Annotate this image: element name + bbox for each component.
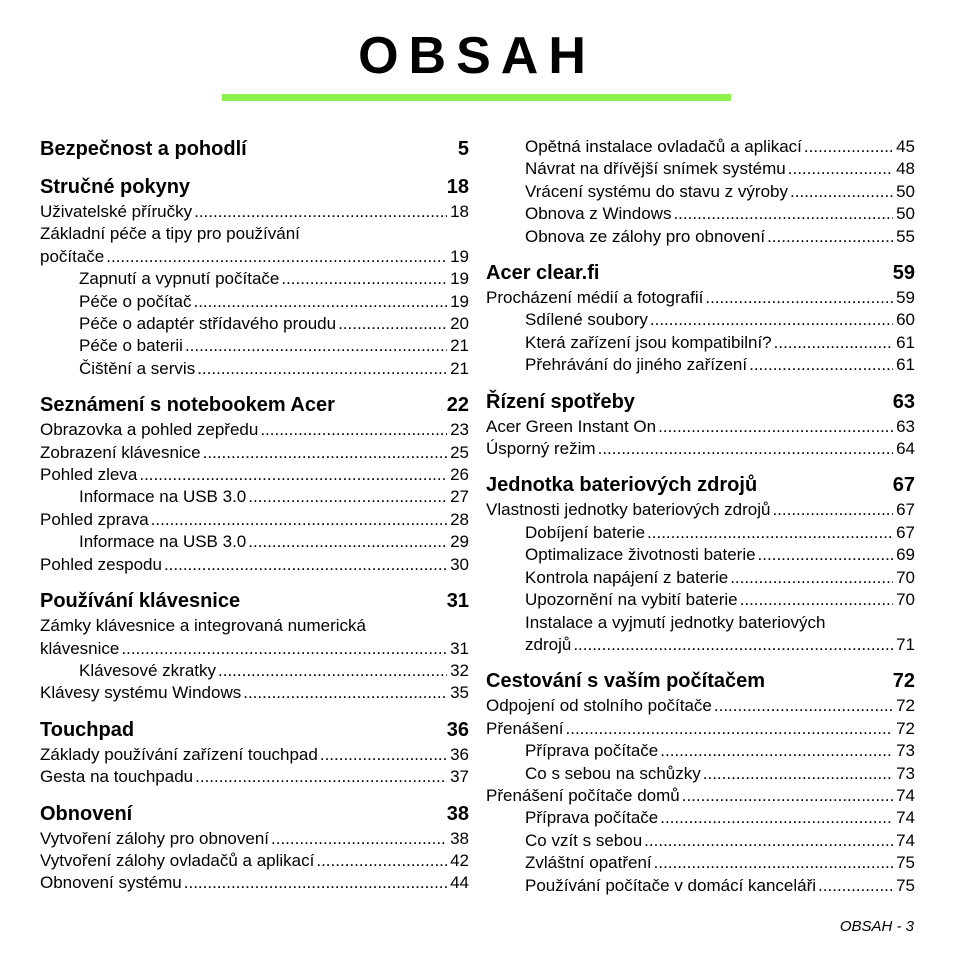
toc-entry-title: Uživatelské příručky (40, 202, 193, 221)
toc-entry-title: Obnovení (40, 802, 133, 825)
toc-subsection[interactable] (486, 332, 915, 354)
dot-leader (573, 634, 893, 656)
dot-leader (195, 766, 447, 788)
toc-page-number: 26 (450, 465, 469, 485)
dot-leader (139, 464, 447, 486)
toc-page-number: 28 (450, 509, 469, 529)
dot-leader (243, 682, 447, 704)
toc-page-number: 64 (896, 439, 915, 459)
dot-leader (818, 875, 893, 897)
toc-subsection[interactable] (486, 567, 915, 589)
toc-subsection[interactable] (486, 740, 915, 762)
toc-section[interactable] (486, 499, 915, 521)
toc-section[interactable] (40, 872, 469, 894)
toc-chapter[interactable] (40, 392, 469, 418)
toc-subsection[interactable] (486, 852, 915, 874)
toc-page-number: 74 (896, 830, 915, 850)
dot-leader (767, 226, 893, 248)
toc-page-number: 74 (896, 808, 915, 828)
toc-entry-title: Cestování s vaším počítačem (486, 670, 766, 693)
toc-subsection[interactable] (40, 486, 469, 508)
toc-page-number: 73 (896, 763, 915, 783)
dot-leader (106, 246, 447, 268)
toc-subsection[interactable] (486, 309, 915, 331)
toc-chapter[interactable] (40, 588, 469, 614)
toc-entry-title: Používání počítače v domácí kanceláři (525, 875, 817, 895)
dot-leader (730, 567, 893, 589)
dot-leader (705, 287, 893, 309)
toc-page-number: 45 (896, 137, 915, 156)
toc-page-number: 38 (450, 828, 469, 848)
toc-entry-title: Obnovení systému (40, 873, 182, 893)
toc-subsection[interactable] (486, 354, 915, 376)
toc-chapter[interactable] (486, 260, 915, 286)
toc-subsection[interactable] (40, 313, 469, 335)
dot-leader (218, 660, 447, 682)
toc-page-number: 50 (896, 204, 915, 224)
toc-section[interactable] (40, 419, 469, 441)
toc-entry-title: Řízení spotřeby (486, 390, 635, 413)
toc-entry-title-continued: klávesnice (40, 638, 120, 658)
toc-subsection[interactable] (486, 544, 915, 566)
toc-section[interactable] (40, 464, 469, 486)
toc-subsection[interactable] (40, 268, 469, 290)
toc-section[interactable] (40, 509, 469, 531)
toc-entry-title: Zámky klávesnice a integrovaná numerická (40, 616, 366, 636)
toc-page-number: 32 (450, 660, 469, 680)
toc-chapter[interactable] (486, 668, 915, 694)
toc-section[interactable] (486, 718, 915, 740)
toc-page-number: 63 (892, 390, 915, 413)
toc-page-number: 59 (896, 288, 915, 308)
toc-page-number: 29 (450, 532, 469, 552)
dot-leader (598, 438, 893, 460)
toc-section[interactable] (40, 442, 469, 464)
toc-entry-title: Jednotka bateriových zdrojů (486, 474, 758, 497)
toc-page-number: 36 (450, 744, 469, 764)
toc-right-column (486, 136, 915, 897)
toc-subsection[interactable] (40, 335, 469, 357)
toc-page-number: 19 (450, 269, 469, 289)
toc-entry-title: Používání klávesnice (40, 590, 241, 613)
toc-entry-title: Zvláštní opatření (525, 853, 652, 873)
toc-entry-title: Základní péče a tipy pro používání (40, 224, 300, 244)
toc-entry-title: Co s sebou na schůzky (525, 763, 701, 783)
toc-subsection[interactable] (486, 807, 915, 829)
dot-leader (673, 203, 893, 225)
toc-section[interactable] (40, 744, 469, 766)
toc-page-number: 18 (450, 202, 469, 221)
toc-section[interactable] (40, 766, 469, 788)
dot-leader (185, 335, 447, 357)
toc-page-number: 25 (450, 442, 469, 462)
toc-subsection[interactable] (40, 358, 469, 380)
dot-leader (566, 718, 894, 740)
toc-subsection[interactable] (486, 522, 915, 544)
toc-page-number: 31 (450, 638, 469, 658)
toc-section[interactable] (40, 201, 469, 223)
toc-page-number: 37 (450, 767, 469, 787)
dot-leader (682, 785, 893, 807)
toc-page-number: 72 (896, 696, 915, 716)
toc-subsection[interactable] (486, 181, 915, 203)
toc-section[interactable] (40, 850, 469, 872)
toc-entry-title: Instalace a vyjmutí jednotky bateriových (525, 612, 826, 632)
toc-entry-title: Sdílené soubory (525, 310, 648, 330)
dot-leader (714, 695, 893, 717)
toc-subsection[interactable] (486, 763, 915, 785)
toc-page-number: 21 (450, 336, 469, 356)
toc-section[interactable] (486, 287, 915, 309)
toc-entry-title: Která zařízení jsou kompatibilní? (525, 332, 772, 352)
toc-page-number: 70 (896, 567, 915, 587)
toc-page-number: 67 (896, 500, 915, 520)
toc-page-number: 48 (896, 159, 915, 179)
toc-page-number: 69 (896, 545, 915, 565)
toc-page-number: 75 (896, 853, 915, 873)
toc-entry-title: Upozornění na vybití baterie (525, 590, 738, 610)
toc-subsection[interactable] (486, 203, 915, 225)
toc-subsection[interactable] (486, 612, 915, 657)
toc-entry-title: Péče o baterii (79, 336, 183, 356)
toc-subsection[interactable] (40, 660, 469, 682)
dot-leader (772, 499, 893, 521)
dot-leader (650, 309, 893, 331)
dot-leader (260, 419, 447, 441)
toc-entry-title: Bezpečnost a pohodlí (40, 138, 247, 160)
toc-page-number: 67 (892, 474, 915, 497)
page-title: OBSAH (358, 27, 596, 85)
toc-entry-title: Acer Green Instant On (486, 416, 657, 436)
toc-page-number: 75 (896, 875, 915, 895)
toc-entry-title: Gesta na touchpadu (40, 767, 194, 787)
dot-leader (774, 332, 893, 354)
toc-chapter[interactable] (486, 389, 915, 415)
toc-entry-title: Odpojení od stolního počítače (486, 696, 712, 716)
toc-entry-title: Vlastnosti jednotky bateriových zdrojů (486, 500, 771, 520)
dot-leader (660, 740, 893, 762)
dot-leader (197, 358, 447, 380)
toc-page-number: 27 (450, 487, 469, 507)
toc-page-number: 19 (450, 291, 469, 311)
dot-leader (281, 268, 447, 290)
toc-subsection[interactable] (486, 830, 915, 852)
dot-leader (660, 807, 893, 829)
toc-entry-title: Procházení médií a fotografií (486, 288, 704, 308)
toc-chapter[interactable] (486, 472, 915, 498)
dot-leader (644, 830, 893, 852)
toc-section[interactable] (486, 438, 915, 460)
toc-page-number: 18 (446, 176, 469, 198)
toc-subsection[interactable] (40, 291, 469, 313)
toc-entry-title: Opětná instalace ovladačů a aplikací (525, 137, 802, 156)
toc-page-number: 31 (446, 590, 469, 613)
toc-page-number: 35 (450, 683, 469, 703)
toc-left-column (40, 136, 469, 895)
toc-page-number: 72 (896, 718, 915, 738)
toc-page-number: 60 (896, 310, 915, 330)
toc-entry-title: Obnova z Windows (525, 204, 672, 224)
toc-entry-title: Pohled zespodu (40, 554, 162, 574)
dot-leader (703, 763, 893, 785)
toc-entry-title: Pohled zleva (40, 465, 138, 485)
toc-chapter[interactable] (40, 136, 469, 162)
toc-page-number: 5 (457, 138, 469, 160)
toc-entry-title: Péče o počítač (79, 291, 192, 311)
toc-entry-title-continued: počítače (40, 246, 105, 266)
toc-entry-title: Návrat na dřívější snímek systému (525, 159, 786, 179)
toc-entry-title: Přehrávání do jiného zařízení (525, 355, 748, 375)
dot-leader (193, 291, 447, 313)
toc-section[interactable] (40, 682, 469, 704)
toc-entry-title: Touchpad (40, 718, 135, 741)
toc-entry-title: Péče o adaptér střídavého proudu (79, 314, 337, 334)
toc-entry-title: Dobíjení baterie (525, 522, 646, 542)
toc-entry-title: Přenášení počítače domů (486, 785, 680, 805)
toc-entry-title: Vrácení systému do stavu z výroby (525, 181, 788, 201)
toc-page-number: 21 (450, 358, 469, 378)
dot-leader (184, 872, 447, 894)
toc-section[interactable] (486, 785, 915, 807)
toc-page-number: 74 (896, 785, 915, 805)
dot-leader (338, 313, 447, 335)
toc-section[interactable] (486, 695, 915, 717)
dot-leader (654, 852, 893, 874)
toc-section[interactable] (40, 828, 469, 850)
dot-leader (151, 509, 447, 531)
toc-page-number: 70 (896, 590, 915, 610)
dot-leader (121, 638, 447, 660)
toc-subsection[interactable] (486, 158, 915, 180)
toc-chapter[interactable] (40, 174, 469, 200)
dot-leader (320, 744, 447, 766)
toc-entry-title: Příprava počítače (525, 741, 659, 761)
dot-leader (658, 416, 893, 438)
toc-entry-title: Obrazovka a pohled zepředu (40, 420, 259, 440)
toc-page-number: 67 (896, 522, 915, 542)
dot-leader (203, 442, 447, 464)
toc-entry-title: Vytvoření zálohy pro obnovení (40, 828, 270, 848)
toc-page-number: 30 (450, 554, 469, 574)
toc-page-number: 71 (896, 634, 915, 654)
toc-entry-title: Informace na USB 3.0 (79, 487, 247, 507)
toc-entry-title: Pohled zprava (40, 509, 149, 529)
toc-page-number: 44 (450, 873, 469, 893)
dot-leader (164, 554, 447, 576)
dot-leader (790, 181, 893, 203)
toc-entry-title: Kontrola napájení z baterie (525, 567, 729, 587)
dot-leader (740, 589, 893, 611)
toc-entry-title: Klávesy systému Windows (40, 683, 242, 703)
dot-leader (271, 828, 447, 850)
toc-entry-title: Přenášení (486, 718, 564, 738)
toc-page-number: 61 (896, 355, 915, 375)
toc-subsection[interactable] (40, 531, 469, 553)
toc-page-number: 50 (896, 181, 915, 201)
toc-page-number: 36 (446, 718, 469, 741)
toc-section[interactable] (40, 554, 469, 576)
toc-entry-title: Zobrazení klávesnice (40, 442, 201, 462)
toc-page-number: 63 (896, 416, 915, 436)
toc-entry-title: Základy používání zařízení touchpad (40, 744, 318, 764)
toc-page-number: 61 (896, 332, 915, 352)
toc-entry-title: Optimalizace životnosti baterie (525, 545, 756, 565)
toc-entry-title: Úsporný režim (486, 439, 596, 459)
toc-chapter[interactable] (40, 717, 469, 743)
toc-entry-title-continued: zdrojů (525, 634, 572, 654)
dot-leader (647, 522, 893, 544)
toc-entry-title: Klávesové zkratky (79, 660, 216, 680)
toc-page-number: 23 (450, 420, 469, 440)
toc-entry-title: Příprava počítače (525, 808, 659, 828)
toc-entry-title: Vytvoření zálohy ovladačů a aplikací (40, 850, 315, 870)
page-footer: OBSAH - 3 (839, 918, 914, 935)
dot-leader (804, 136, 893, 158)
title-underline (222, 94, 731, 101)
toc-page-number: 73 (896, 741, 915, 761)
toc-entry-title: Acer clear.fi (486, 262, 600, 285)
toc-chapter[interactable] (40, 801, 469, 827)
toc-entry-title: Informace na USB 3.0 (79, 532, 247, 552)
toc-section[interactable] (40, 615, 469, 660)
toc-entry-title: Čištění a servis (79, 358, 196, 378)
dot-leader (316, 850, 447, 872)
toc-entry-title: Seznámení s notebookem Acer (40, 394, 335, 417)
toc-entry-title: Stručné pokyny (40, 176, 191, 198)
dot-leader (788, 158, 893, 180)
toc-subsection[interactable] (486, 226, 915, 248)
toc-page-number: 55 (896, 226, 915, 246)
toc-page-number: 42 (450, 850, 469, 870)
dot-leader (248, 486, 447, 508)
toc-subsection[interactable] (486, 589, 915, 611)
toc-section[interactable] (40, 223, 469, 268)
toc-subsection[interactable] (486, 875, 915, 897)
toc-section[interactable] (486, 416, 915, 438)
toc-subsection[interactable] (486, 136, 915, 158)
toc-page-number: 59 (892, 262, 915, 285)
toc-page-number: 22 (446, 394, 469, 417)
dot-leader (248, 531, 447, 553)
dot-leader (749, 354, 893, 376)
toc-page-number: 38 (446, 802, 469, 825)
toc-entry-title: Zapnutí a vypnutí počítače (79, 269, 280, 289)
toc-page-number: 72 (892, 670, 915, 693)
dot-leader (758, 544, 894, 566)
toc-page-number: 20 (450, 314, 469, 334)
dot-leader (194, 201, 447, 223)
toc-entry-title: Co vzít s sebou (525, 830, 643, 850)
toc-page-number: 19 (450, 246, 469, 266)
toc-entry-title: Obnova ze zálohy pro obnovení (525, 226, 766, 246)
